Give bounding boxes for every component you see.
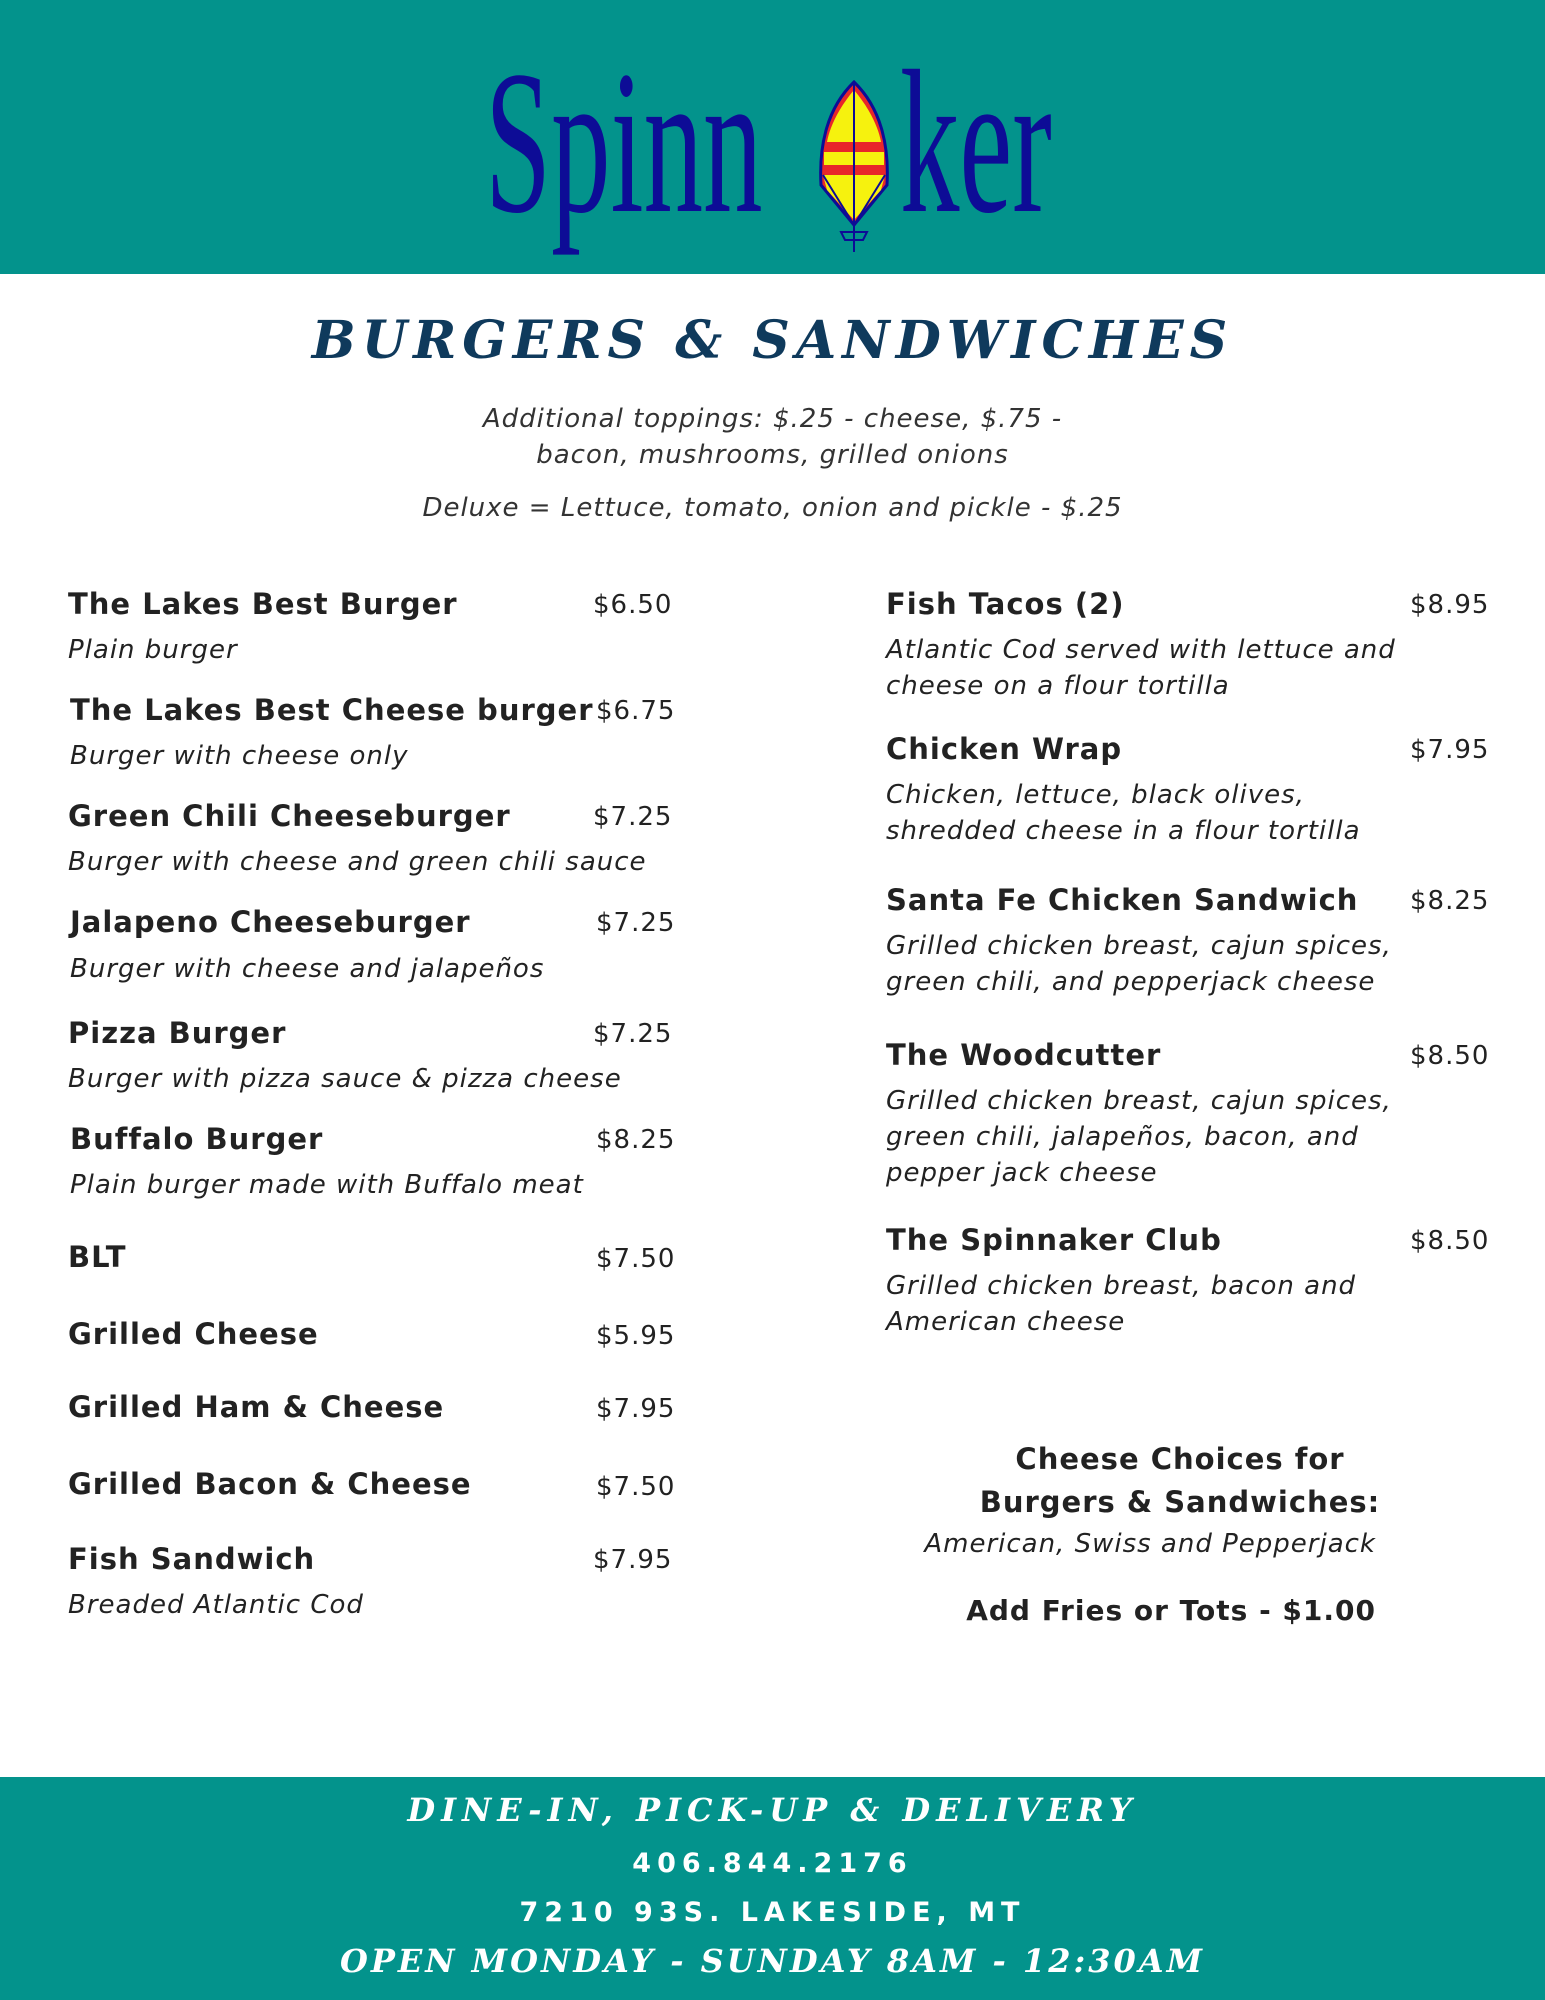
menu-item-desc: Breaded Atlantic Cod — [68, 1590, 364, 1620]
menu-item-price: $5.95 — [596, 1321, 676, 1351]
menu-item-name: BLT — [68, 1240, 127, 1274]
menu-item-desc: Burger with cheese only — [70, 741, 409, 771]
menu-item-name: Grilled Cheese — [68, 1317, 319, 1351]
menu-item-desc: Atlantic Cod served with lettuce and cheese on a flour tortilla — [886, 635, 1396, 701]
menu-item-price: $7.25 — [593, 802, 673, 832]
menu-item-desc: Plain burger — [68, 635, 238, 665]
menu-item-desc: Burger with cheese and jalapeños — [70, 954, 545, 984]
menu-item-price: $8.25 — [596, 1125, 676, 1155]
menu-item-name: The Lakes Best Burger — [68, 587, 458, 621]
section-title: BURGERS & SANDWICHES — [311, 310, 1234, 371]
menu-item-price: $6.50 — [593, 590, 673, 620]
footer-banner — [0, 1777, 1545, 2000]
menu-item-name: The Woodcutter — [886, 1038, 1162, 1072]
menu-item-name: Buffalo Burger — [70, 1122, 324, 1156]
footer-service: DINE-IN, PICK-UP & DELIVERY — [407, 1791, 1138, 1829]
menu-item-price: $8.50 — [1410, 1226, 1490, 1256]
sailboat-icon — [815, 80, 893, 260]
menu-item-name: Santa Fe Chicken Sandwich — [886, 883, 1359, 917]
menu-item-name: Grilled Bacon & Cheese — [68, 1467, 472, 1501]
cheese-choices-list: American, Swiss and Pepperjack — [924, 1529, 1376, 1559]
menu-item-name: Green Chili Cheeseburger — [68, 799, 511, 833]
menu-item-price: $7.25 — [596, 908, 676, 938]
footer-phone: 406.844.2176 — [632, 1848, 913, 1879]
menu-item-name: Fish Sandwich — [68, 1542, 316, 1576]
menu-item-name: The Lakes Best Cheese burger — [70, 693, 594, 727]
header-banner — [0, 0, 1545, 274]
footer-address: 7210 93S. LAKESIDE, MT — [519, 1897, 1026, 1928]
menu-item-price: $8.25 — [1410, 886, 1490, 916]
menu-item-desc: Grilled chicken breast, cajun spices, green chili, jalapeños, bacon, and pepper jack cheese — [886, 1086, 1392, 1188]
menu-item-price: $7.25 — [593, 1019, 673, 1049]
toppings-note-line1: Additional toppings: $.25 - cheese, $.75 - — [482, 404, 1063, 434]
menu-item-name: Chicken Wrap — [886, 732, 1123, 766]
menu-item-desc: Grilled chicken breast, cajun spices, green chili, and pepperjack cheese — [886, 931, 1392, 997]
menu-item-price: $8.95 — [1410, 590, 1490, 620]
menu-item-price: $7.95 — [1410, 735, 1490, 765]
toppings-note-line2: bacon, mushrooms, grilled onions — [536, 440, 1009, 470]
menu-item-price: $7.95 — [593, 1545, 673, 1575]
fries-addon: Add Fries or Tots - $1.00 — [966, 1594, 1376, 1627]
cheese-choices-heading-2: Burgers & Sandwiches: — [979, 1485, 1381, 1519]
menu-item-price: $7.95 — [596, 1394, 676, 1424]
menu-item-name: Pizza Burger — [68, 1016, 287, 1050]
menu-item-name: The Spinnaker Club — [886, 1223, 1222, 1257]
logo-text-right: ker — [900, 29, 1052, 256]
menu-item-name: Grilled Ham & Cheese — [68, 1390, 445, 1424]
menu-item-price: $6.75 — [596, 696, 676, 726]
menu-item-desc: Plain burger made with Buffalo meat — [70, 1170, 584, 1200]
menu-item-desc: Burger with cheese and green chili sauce — [68, 847, 647, 877]
menu-item-desc: Burger with pizza sauce & pizza cheese — [68, 1064, 622, 1094]
menu-item-name: Jalapeno Cheeseburger — [70, 905, 471, 939]
menu-item-price: $7.50 — [596, 1472, 676, 1502]
menu-item-name: Fish Tacos (2) — [886, 587, 1125, 621]
spinnaker-logo — [485, 30, 1085, 260]
cheese-choices-heading-1: Cheese Choices for — [1015, 1442, 1345, 1476]
menu-item-desc: Grilled chicken breast, bacon and American cheese — [886, 1271, 1357, 1337]
logo-text-left: Spinn — [485, 29, 763, 256]
menu-item-price: $8.50 — [1410, 1041, 1490, 1071]
deluxe-note: Deluxe = Lettuce, tomato, onion and pickle - $.25 — [422, 493, 1123, 523]
menu-item-price: $7.50 — [596, 1244, 676, 1274]
menu-item-desc: Chicken, lettuce, black olives, shredded cheese in a flour tortilla — [886, 780, 1361, 846]
footer-hours: OPEN MONDAY - SUNDAY 8AM - 12:30AM — [339, 1942, 1206, 1980]
